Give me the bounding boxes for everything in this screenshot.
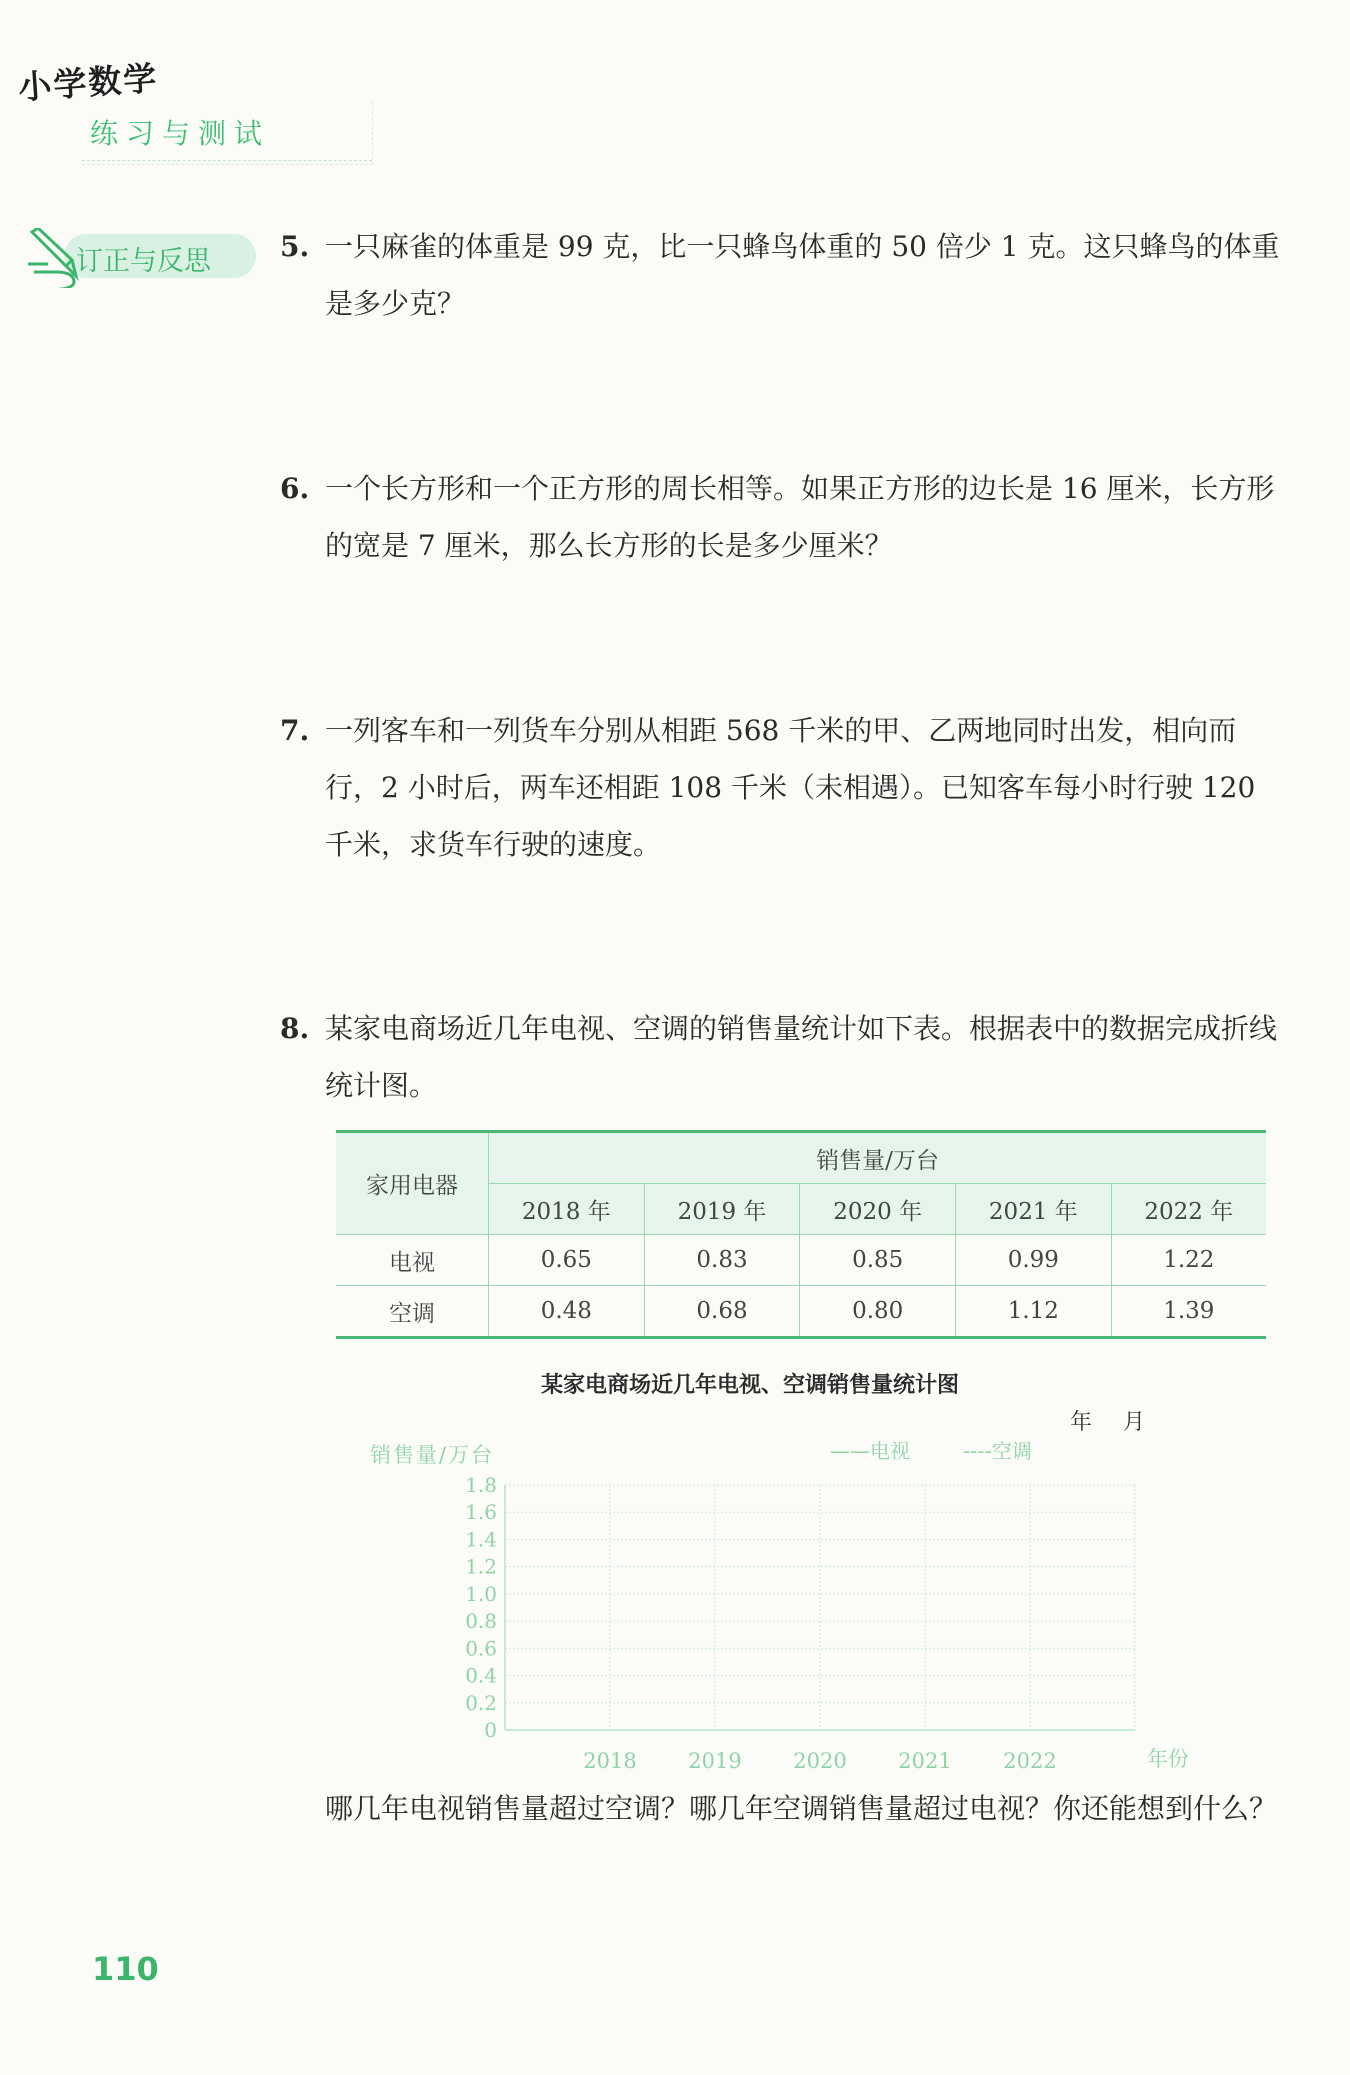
table-row xyxy=(336,1235,1266,1286)
question-text: 一只麻雀的体重是 99 克，比一只蜂鸟体重的 50 倍少 1 克。这只蜂鸟的体重是多少克？ xyxy=(325,230,1280,320)
x-tick-label: 2019 xyxy=(688,1749,742,1773)
badge-label: 订正与反思 xyxy=(76,246,211,277)
value-cell: 0.99 xyxy=(956,1235,1112,1286)
question-number: 5. xyxy=(280,230,310,263)
y-tick-label: 1.2 xyxy=(465,1554,497,1579)
question-text: 一个长方形和一个正方形的周长相等。如果正方形的边长是 16 厘米，长方形的宽是 7 厘米，那么长方形的长是多少厘米？ xyxy=(325,472,1275,562)
x-tick-label: 2021 xyxy=(898,1749,952,1773)
header-divider xyxy=(82,160,372,161)
year-cell: 2018 年 xyxy=(489,1184,645,1235)
row-label: 空调 xyxy=(336,1286,489,1338)
year-cell: 2019 年 xyxy=(644,1184,800,1235)
page-header xyxy=(17,58,271,150)
value-cell: 1.39 xyxy=(1111,1286,1266,1338)
group-header-cell: 销售量/万台 xyxy=(489,1132,1267,1184)
value-cell: 1.12 xyxy=(956,1286,1112,1338)
table-row xyxy=(336,1286,1266,1338)
question-number: 7. xyxy=(280,714,310,747)
chart-grid xyxy=(505,1485,1135,1730)
question-7 xyxy=(280,702,1290,873)
question-number: 8. xyxy=(280,1012,310,1045)
y-tick-label: 0.6 xyxy=(465,1636,497,1661)
date-label: 年 月 xyxy=(1070,1410,1145,1435)
sales-table xyxy=(336,1130,1266,1339)
y-axis-label: 销售量/万台 xyxy=(370,1443,495,1467)
question-number: 6. xyxy=(280,472,310,505)
value-cell: 0.80 xyxy=(800,1286,956,1338)
value-cell: 0.83 xyxy=(644,1235,800,1286)
question-text: 某家电商场近几年电视、空调的销售量统计如下表。根据表中的数据完成折线统计图。 xyxy=(325,1012,1278,1102)
y-tick-label: 0.2 xyxy=(465,1690,497,1715)
x-tick-label: 2022 xyxy=(1003,1749,1057,1773)
y-tick-label: 0.8 xyxy=(465,1609,497,1634)
chart-title: 某家电商场近几年电视、空调销售量统计图 xyxy=(540,1373,959,1398)
y-tick-label: 0.4 xyxy=(465,1663,497,1688)
row-header-cell: 家用电器 xyxy=(336,1132,489,1235)
value-cell: 0.48 xyxy=(489,1286,645,1338)
x-axis-label: 年份 xyxy=(1147,1747,1189,1771)
x-tick-label: 2020 xyxy=(793,1749,847,1773)
series-title: 小学数学 xyxy=(17,58,160,108)
x-tick-label: 2018 xyxy=(583,1749,637,1773)
chart-labels xyxy=(370,1439,1189,1773)
followup-question: 哪几年电视销售量超过空调？哪几年空调销售量超过电视？你还能想到什么？ xyxy=(325,1792,1278,1825)
y-tick-label: 1.4 xyxy=(465,1527,497,1552)
y-tick-label: 0 xyxy=(484,1718,497,1742)
value-cell: 0.68 xyxy=(644,1286,800,1338)
row-label: 电视 xyxy=(336,1235,489,1286)
question-6 xyxy=(280,460,1290,574)
correction-badge xyxy=(26,228,238,288)
value-cell: 0.65 xyxy=(489,1235,645,1286)
year-cell: 2022 年 xyxy=(1111,1184,1266,1235)
series-subtitle: 练习与测试 xyxy=(90,117,271,150)
y-tick-label: 1.6 xyxy=(465,1500,497,1525)
question-8 xyxy=(280,1000,1290,1114)
question-5 xyxy=(280,218,1290,332)
value-cell: 1.22 xyxy=(1111,1235,1266,1286)
table-header-row xyxy=(336,1132,1266,1184)
year-cell: 2021 年 xyxy=(956,1184,1112,1235)
value-cell: 0.85 xyxy=(800,1235,956,1286)
page-number: 110 xyxy=(92,1950,159,1988)
y-tick-label: 1.8 xyxy=(465,1473,497,1497)
y-tick-label: 1.0 xyxy=(465,1581,497,1606)
legend-tv: ——电视 xyxy=(830,1439,910,1463)
year-cell: 2020 年 xyxy=(800,1184,956,1235)
question-text: 一列客车和一列货车分别从相距 568 千米的甲、乙两地同时出发，相向而行，2 小时后，两车还相距 108 千米（未相遇）。已知客车每小时行驶 120 千米，求货车行驶的速度。 xyxy=(325,714,1256,861)
legend-ac: ----空调 xyxy=(963,1439,1032,1463)
